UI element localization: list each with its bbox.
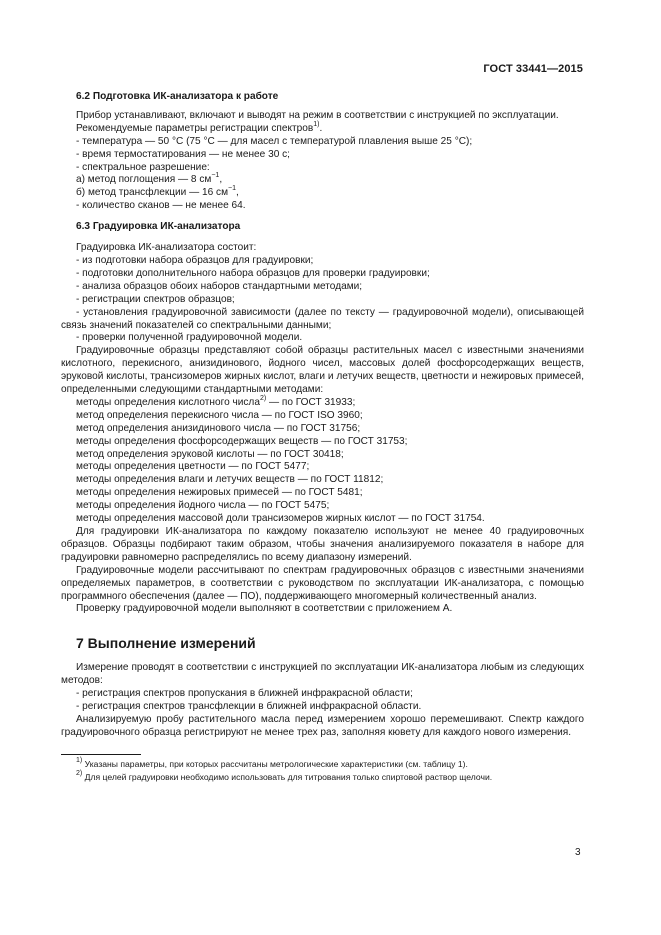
s7-item: - регистрация спектров трансфлекции в ближней инфракрасной области. bbox=[76, 701, 422, 713]
s63-method: методы определения йодного числа — по ГОСТ 5475; bbox=[76, 500, 330, 512]
s62-paragraph-1: Прибор устанавливают, включают и выводят на режим в соответствии с инструкцией по эксплуатации. bbox=[76, 109, 559, 121]
s62-item-scans: - количество сканов — не менее 64. bbox=[76, 200, 246, 212]
s62-resolution-absorption: а) метод поглощения — 8 $см^{-1}$, bbox=[76, 172, 223, 186]
s63-item: - анализа образцов обоих наборов стандартными методами; bbox=[76, 280, 363, 292]
s63-count-paragraph: Для градуировки ИК-анализатора по каждому показателю используют не менее 40 градуировочных образцов. Образцы подбирают таким образом, чтобы значения анализируемого показателя в наборе для градуировки равномерно распределялись по всему диапазону измерений. bbox=[61, 526, 584, 563]
s63-item: - подготовки дополнительного набора образцов для проверки градуировки; bbox=[76, 267, 430, 279]
s7-paragraph-1: Измерение проводят в соответствии с инструкцией по эксплуатации ИК-анализатора любым из следующих методов: bbox=[61, 662, 584, 687]
s63-samples-paragraph: Градуировочные образцы представляют собой образцы растительных масел с известными значениями кислотного, перекисного, анизидинового, йодного чисел, массовых долей фосфорсодержащих веществ, эруковой кислоты, трансизомеров жирных кислот, влаги и летучих веществ, цветности и нежировых примесей, определенными следующими стандартными методами: bbox=[61, 345, 584, 396]
s63-intro: Градуировка ИК-анализатора состоит: bbox=[76, 242, 257, 254]
s63-method-acid: методы определения кислотного числа$^{2)}$ — по ГОСТ 31933; bbox=[76, 394, 356, 408]
s63-method: метод определения эруковой кислоты — по ГОСТ 30418; bbox=[76, 448, 344, 460]
s63-item: - регистрации спектров образцов; bbox=[76, 293, 235, 305]
s62-params-intro: Рекомендуемые параметры регистрации спектров$^{1)}$. bbox=[76, 120, 323, 134]
s63-item: - из подготовки набора образцов для градуировки; bbox=[76, 254, 314, 266]
s63-method: метод определения перекисного числа — по ГОСТ ISO 3960; bbox=[76, 409, 363, 421]
page-number: 3 bbox=[575, 847, 581, 858]
s63-method: метод определения анизидинового числа — по ГОСТ 31756; bbox=[76, 422, 361, 434]
section-6-2-heading: 6.2 Подготовка ИК-анализатора к работе bbox=[76, 91, 279, 102]
section-6-3-heading: 6.3 Градуировка ИК-анализатора bbox=[76, 221, 241, 233]
footnote-rule bbox=[61, 754, 141, 755]
s63-method: методы определения фосфорсодержащих веществ — по ГОСТ 31753; bbox=[76, 435, 408, 447]
s7-paragraph-2: Анализируемую пробу растительного масла перед измерением хорошо перемешивают. Спектр каждого градуировочного образца регистрируют не менее трех раз, заполняя кювету для каждого нового измерения. bbox=[61, 713, 584, 738]
s7-item: - регистрация спектров пропускания в ближней инфракрасной области; bbox=[76, 688, 413, 700]
s63-check-paragraph: Проверку градуировочной модели выполняют в соответствии с приложением А. bbox=[76, 603, 453, 615]
s63-item-long: - установления градуировочной зависимости (далее по тексту — градуировочной модели), описывающей связь значений показателей со спектральными данными; bbox=[61, 306, 584, 331]
page-content bbox=[61, 91, 584, 784]
document-id: ГОСТ 33441—2015 bbox=[483, 63, 583, 75]
s62-resolution-transflection: б) метод трансфлекции — 16 $см^{-1}$, bbox=[76, 185, 239, 199]
s63-method: методы определения массовой доли трансизомеров жирных кислот — по ГОСТ 31754. bbox=[76, 513, 485, 525]
s63-method: методы определения влаги и летучих веществ — по ГОСТ 11812; bbox=[76, 474, 384, 486]
s62-item-thermostat: - время термостатирования — не менее 30 с; bbox=[76, 148, 290, 160]
s63-method: методы определения цветности — по ГОСТ 5477; bbox=[76, 461, 310, 473]
s63-item-last: - проверки полученной градуировочной модели. bbox=[76, 332, 303, 344]
footnote-1: $^{1)}$ Указаны параметры, при которых рассчитаны метрологические характеристики (см. таблицу 1). bbox=[76, 756, 468, 769]
s62-item-resolution: - спектральное разрешение: bbox=[76, 161, 210, 173]
section-7-heading: 7 Выполнение измерений bbox=[76, 635, 256, 652]
s62-item-temperature: - температура — 50 °С (75 °С — для масел с температурой плавления выше 25 °С); bbox=[76, 135, 473, 147]
s63-method: методы определения нежировых примесей — по ГОСТ 5481; bbox=[76, 487, 363, 499]
s63-models-paragraph: Градуировочные модели рассчитывают по спектрам градуировочных образцов с известными значениями определяемых параметров, в соответствии с руководством по эксплуатации ИК-анализатора, с помощью программного обеспечения (далее — ПО), поддерживающего многомерный количественный анализ. bbox=[61, 564, 584, 602]
footnote-2: $^{2)}$ Для целей градуировки необходимо использовать для титрования только спиртовой раствор щелочи. bbox=[76, 769, 493, 782]
